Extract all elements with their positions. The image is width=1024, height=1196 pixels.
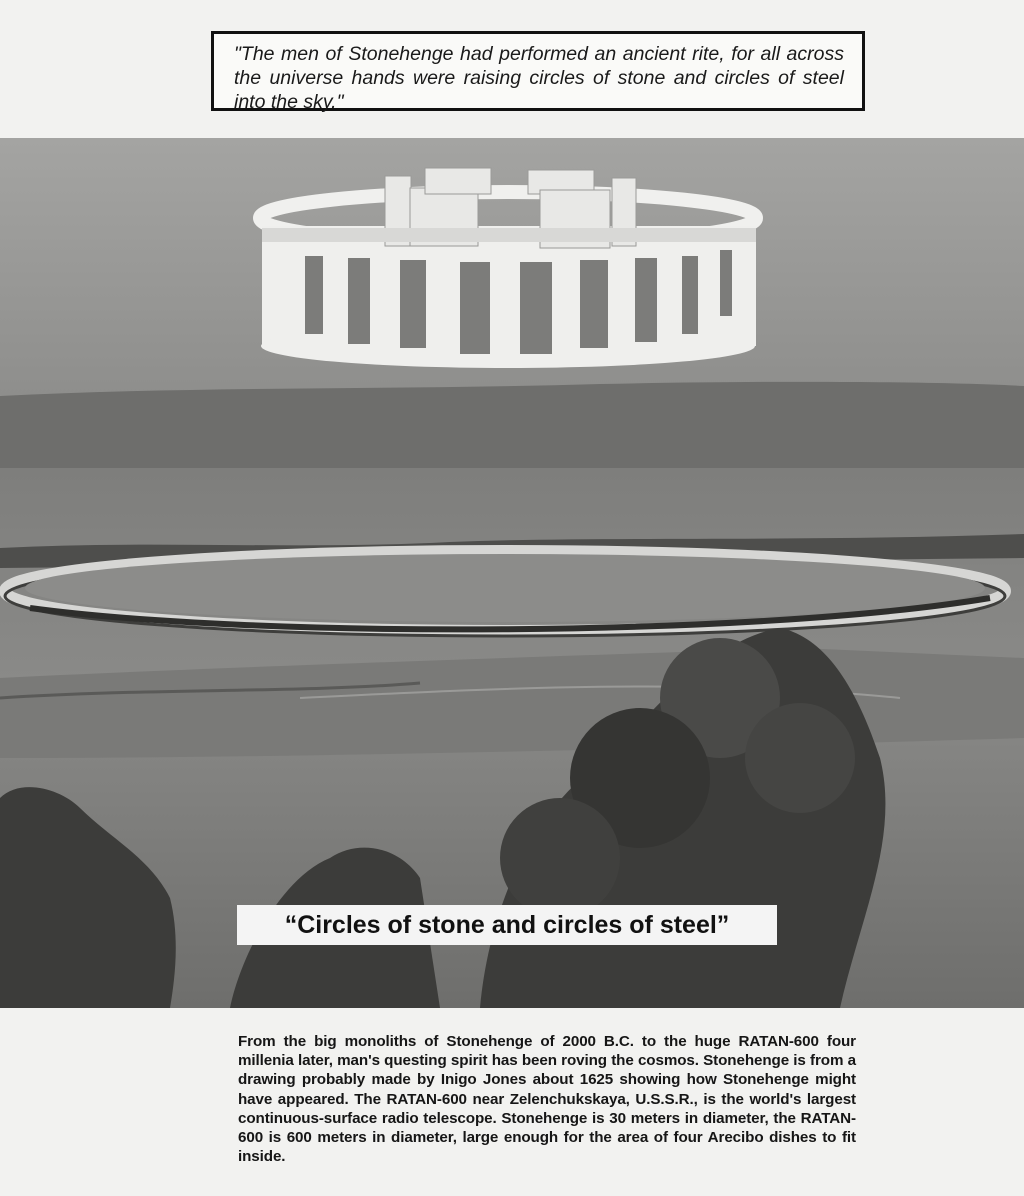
pull-quote-text: "The men of Stonehenge had performed an ancient rite, for all across the universe hands were raising circles of stone and circles of steel into the sky." bbox=[234, 43, 844, 113]
body-caption bbox=[238, 1032, 856, 1166]
stonehenge-drawing bbox=[260, 168, 756, 368]
distant-hills bbox=[0, 382, 1024, 478]
photo-illustration bbox=[0, 138, 1024, 1008]
landscape-photo bbox=[0, 138, 1024, 1008]
photo-caption-banner bbox=[237, 905, 777, 945]
pull-quote-box bbox=[211, 31, 865, 111]
body-caption-text: From the big monoliths of Stonehenge of 2000 B.C. to the huge RATAN-600 four millenia later, man's questing spirit has been roving the cosmos. Stonehenge is from a drawing probably made by Inigo Jones about 1625 showing how Stonehenge might have appeared. The RATAN-600 near Zelenchukskaya, U.S.S.R., is the world's largest continuous-surface radio telescope. Stonehenge is 30 meters in diameter, the RATAN-600 is 600 meters in diameter, large enough for the area of four Arecibo dishes to fit inside. bbox=[238, 1033, 856, 1166]
caption-banner-text: “Circles of stone and circles of steel” bbox=[284, 911, 730, 939]
